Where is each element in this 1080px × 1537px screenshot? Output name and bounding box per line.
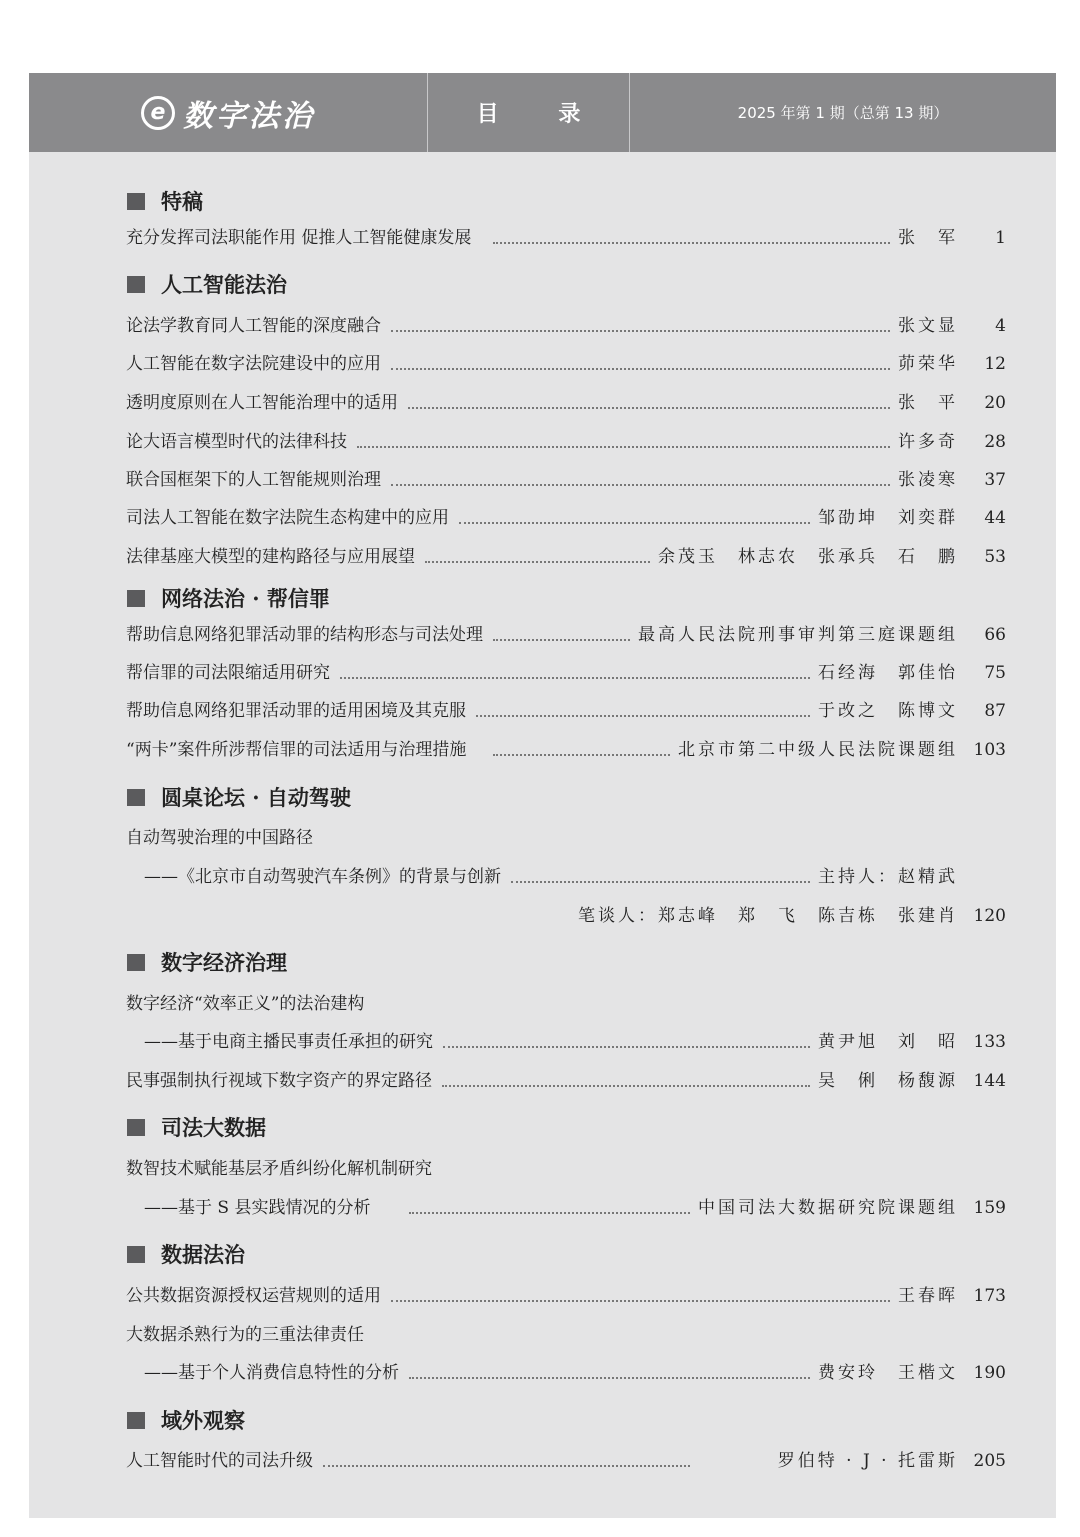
- page-number: 120: [973, 906, 1006, 926]
- entry-title: 自动驾驶治理的中国路径: [126, 828, 313, 848]
- section-title: 圆桌论坛 · 自动驾驶: [161, 785, 351, 810]
- toc-entry: [0, 1066, 1080, 1096]
- leader-dots: [493, 754, 670, 756]
- toc-entry: [0, 1193, 1080, 1223]
- entry-title: ——基于电商主播民事责任承担的研究: [144, 1032, 433, 1052]
- entry-title: ——基于 S 县实践情况的分析: [144, 1198, 371, 1218]
- entry-title: ——《北京市自动驾驶汽车条例》的背景与创新: [144, 867, 501, 887]
- section-bullet-icon: [127, 789, 145, 806]
- issue-cell: [630, 73, 1056, 152]
- page-number: 44: [984, 508, 1006, 528]
- leader-dots: [443, 1046, 810, 1048]
- page-number: 28: [984, 432, 1006, 452]
- logo-text: 数字法治: [183, 98, 315, 134]
- entry-author: 笔谈人：郑志峰 郑 飞 陈吉栋 张建肖: [578, 906, 958, 926]
- entry-author: 中国司法大数据研究院课题组: [698, 1198, 958, 1218]
- section-heading: [127, 782, 351, 812]
- entry-title: 数字经济“效率正义”的法治建构: [126, 994, 365, 1014]
- page-number: 190: [973, 1363, 1006, 1383]
- section-heading: [127, 583, 330, 613]
- section-heading: [127, 1239, 245, 1269]
- entry-author: 余茂玉 林志农 张承兵 石 鹏: [658, 547, 958, 567]
- leader-dots: [476, 715, 810, 717]
- contents-title-cell: [428, 73, 629, 152]
- section-title: 数字经济治理: [161, 950, 287, 975]
- page-number: 53: [984, 547, 1006, 567]
- toc-entry: [0, 427, 1080, 457]
- entry-title: 数智技术赋能基层矛盾纠纷化解机制研究: [126, 1159, 432, 1179]
- section-heading: [127, 947, 287, 977]
- entry-title: 充分发挥司法职能作用 促推人工智能健康发展: [126, 228, 472, 248]
- entry-title: 大数据杀熟行为的三重法律责任: [126, 1325, 364, 1345]
- toc-entry: [0, 901, 1080, 931]
- leader-dots: [391, 330, 890, 332]
- section-heading: [127, 269, 287, 299]
- section-title: 司法大数据: [161, 1115, 266, 1140]
- section-bullet-icon: [127, 276, 145, 293]
- toc-entry: [0, 1027, 1080, 1057]
- entry-author: 张 军: [898, 228, 958, 248]
- toc-entry: [0, 311, 1080, 341]
- entry-title: 帮助信息网络犯罪活动罪的结构形态与司法处理: [126, 625, 483, 645]
- header-bar: [29, 73, 1056, 152]
- leader-dots: [409, 1377, 810, 1379]
- toc-entry: [0, 696, 1080, 726]
- toc-entry: [0, 503, 1080, 533]
- logo-mark-icon: e: [141, 96, 175, 130]
- toc-entry: [0, 465, 1080, 495]
- entry-title: 帮助信息网络犯罪活动罪的适用困境及其克服: [126, 701, 466, 721]
- leader-dots: [409, 1212, 690, 1214]
- leader-dots: [391, 484, 890, 486]
- page-number: 4: [995, 316, 1006, 336]
- leader-dots: [391, 368, 890, 370]
- entry-title: 公共数据资源授权运营规则的适用: [126, 1286, 381, 1306]
- entry-title: 论大语言模型时代的法律科技: [126, 432, 347, 452]
- journal-logo: [29, 73, 427, 152]
- page-number: 66: [984, 625, 1006, 645]
- page-number: 75: [984, 663, 1006, 683]
- page-number: 133: [973, 1032, 1006, 1052]
- section-title: 网络法治 · 帮信罪: [161, 586, 330, 611]
- page-number: 159: [973, 1198, 1006, 1218]
- toc-entry: [0, 862, 1080, 892]
- section-bullet-icon: [127, 590, 145, 607]
- section-heading: [127, 186, 203, 216]
- entry-title: 透明度原则在人工智能治理中的适用: [126, 393, 398, 413]
- page-number: 103: [973, 740, 1006, 760]
- entry-author: 许多奇: [898, 432, 958, 452]
- toc-entry: [0, 223, 1080, 253]
- section-title: 数据法治: [161, 1242, 245, 1267]
- leader-dots: [442, 1085, 810, 1087]
- entry-author: 石经海 郭佳怡: [818, 663, 958, 683]
- toc-entry: [0, 1154, 1080, 1184]
- entry-author: 费安玲 王楷文: [818, 1363, 958, 1383]
- entry-author: 张文显: [898, 316, 958, 336]
- entry-author: 主持人：赵精武: [818, 867, 958, 887]
- section-bullet-icon: [127, 1412, 145, 1429]
- entry-author: 黄尹旭 刘 昭: [818, 1032, 958, 1052]
- entry-author: 罗伯特 · J · 托雷斯: [777, 1451, 958, 1471]
- toc-entry: [0, 735, 1080, 765]
- entry-author: 于改之 陈博文: [818, 701, 958, 721]
- entry-author: 邹劭坤 刘奕群: [818, 508, 958, 528]
- entry-title: “两卡”案件所涉帮信罪的司法适用与治理措施: [126, 740, 467, 760]
- entry-author: 最高人民法院刑事审判第三庭课题组: [638, 625, 958, 645]
- toc-entry: [0, 989, 1080, 1019]
- entry-author: 张凌寒: [898, 470, 958, 490]
- entry-author: 王春晖: [898, 1286, 958, 1306]
- toc-entry: [0, 1446, 1080, 1476]
- entry-author: 张 平: [898, 393, 958, 413]
- toc-entry: [0, 658, 1080, 688]
- toc-entry: [0, 823, 1080, 853]
- section-heading: [127, 1112, 266, 1142]
- leader-dots: [408, 407, 890, 409]
- leader-dots: [340, 677, 810, 679]
- entry-title: 联合国框架下的人工智能规则治理: [126, 470, 381, 490]
- contents-title: 目 录: [476, 102, 607, 127]
- section-bullet-icon: [127, 1246, 145, 1263]
- toc-entry: [0, 1320, 1080, 1350]
- entry-author: 北京市第二中级人民法院课题组: [678, 740, 958, 760]
- leader-dots: [493, 639, 630, 641]
- entry-author: 茆荣华: [898, 354, 958, 374]
- entry-title: 法律基座大模型的建构路径与应用展望: [126, 547, 415, 567]
- page-number: 1: [995, 228, 1006, 248]
- toc-entry: [0, 1358, 1080, 1388]
- section-title: 域外观察: [161, 1408, 245, 1433]
- section-title: 人工智能法治: [161, 272, 287, 297]
- entry-author: 吴 俐 杨馥源: [818, 1071, 958, 1091]
- page-number: 205: [973, 1451, 1006, 1471]
- issue-info: 2025 年第 1 期（总第 13 期）: [737, 104, 949, 122]
- section-bullet-icon: [127, 1119, 145, 1136]
- leader-dots: [511, 881, 810, 883]
- section-bullet-icon: [127, 193, 145, 210]
- leader-dots: [357, 446, 890, 448]
- entry-title: 论法学教育同人工智能的深度融合: [126, 316, 381, 336]
- entry-title: 人工智能在数字法院建设中的应用: [126, 354, 381, 374]
- leader-dots: [459, 522, 810, 524]
- page-number: 20: [984, 393, 1006, 413]
- leader-dots: [425, 561, 650, 563]
- toc-entry: [0, 1281, 1080, 1311]
- entry-title: 司法人工智能在数字法院生态构建中的应用: [126, 508, 449, 528]
- entry-title: 人工智能时代的司法升级: [126, 1451, 313, 1471]
- page-number: 12: [984, 354, 1006, 374]
- section-bullet-icon: [127, 954, 145, 971]
- leader-dots: [391, 1300, 890, 1302]
- page-number: 87: [984, 701, 1006, 721]
- toc-entry: [0, 349, 1080, 379]
- toc-entry: [0, 388, 1080, 418]
- toc-entry: [0, 542, 1080, 572]
- section-title: 特稿: [161, 189, 203, 214]
- toc-entry: [0, 620, 1080, 650]
- entry-title: 民事强制执行视域下数字资产的界定路径: [126, 1071, 432, 1091]
- page-number: 173: [973, 1286, 1006, 1306]
- page-number: 144: [973, 1071, 1006, 1091]
- entry-title: 帮信罪的司法限缩适用研究: [126, 663, 330, 683]
- page-number: 37: [984, 470, 1006, 490]
- section-heading: [127, 1405, 245, 1435]
- leader-dots: [323, 1465, 690, 1467]
- leader-dots: [493, 242, 890, 244]
- entry-title: ——基于个人消费信息特性的分析: [144, 1363, 399, 1383]
